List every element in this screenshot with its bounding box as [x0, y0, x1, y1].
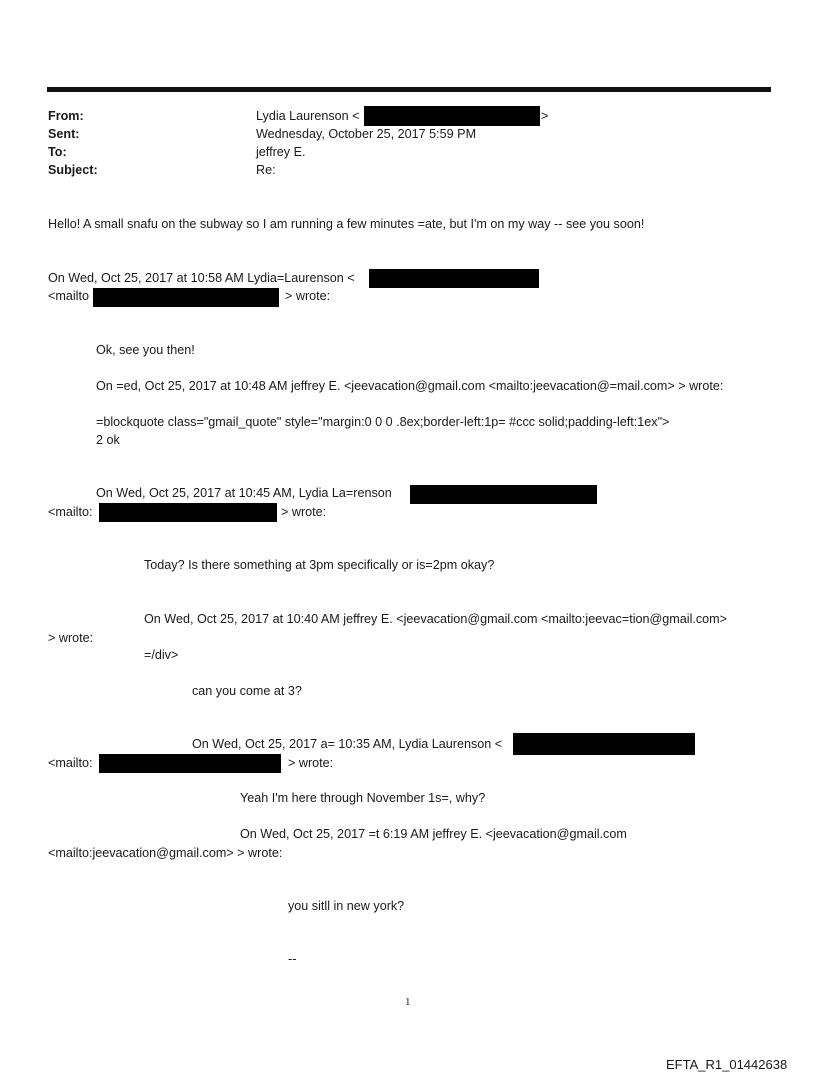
document-id: EFTA_R1_01442638: [666, 1057, 788, 1072]
quoted-message: can you come at 3?: [192, 684, 302, 698]
quoted-message: Today? Is there something at 3pm specifically or is=2pm okay?: [144, 558, 495, 572]
to-value: jeffrey E.: [256, 145, 306, 159]
mailto-prefix: <mailto: [48, 289, 89, 303]
from-label: From:: [48, 109, 84, 123]
redaction-box: [364, 106, 540, 126]
quoted-message: you sitll in new york?: [288, 899, 405, 913]
from-close: >: [541, 109, 549, 123]
redaction-box: [99, 754, 281, 773]
mailto-prefix: <mailto:: [48, 505, 93, 519]
sent-label: Sent:: [48, 127, 80, 141]
quote-attribution: On Wed, Oct 25, 2017 at 10:45 AM, Lydia La=renson: [96, 486, 392, 500]
html-artifact: =/div>: [144, 648, 179, 662]
redaction-box: [513, 733, 695, 755]
quote-attribution: On =ed, Oct 25, 2017 at 10:48 AM jeffrey E. <jeevacation@gmail.com <mailto:jeevacation@=mail.com> > wrote:: [96, 379, 724, 393]
quote-attribution: On Wed, Oct 25, 2017 at 10:40 AM jeffrey E. <jeevacation@gmail.com <mailto:jeevac=tion@gmail.com>: [144, 612, 728, 626]
sent-value: Wednesday, October 25, 2017 5:59 PM: [256, 127, 477, 141]
signature-separator: --: [288, 952, 297, 966]
subject-value: Re:: [256, 163, 276, 177]
page-number: 1: [405, 996, 411, 1008]
message-text: Hello! A small snafu on the subway so I am running a few minutes =ate, but I'm on my way -- see you soon!: [48, 217, 645, 231]
quoted-message: Yeah I'm here through November 1s=, why?: [240, 791, 486, 805]
wrote-text: > wrote:: [288, 756, 334, 770]
redaction-box: [369, 269, 539, 288]
to-label: To:: [48, 145, 67, 159]
quote-attribution: On Wed, Oct 25, 2017 at 10:58 AM Lydia=Laurenson <: [48, 271, 355, 285]
mailto-prefix: <mailto:: [48, 756, 93, 770]
wrote-text: > wrote:: [281, 505, 327, 519]
wrote-text: > wrote:: [285, 289, 331, 303]
quoted-message: Ok, see you then!: [96, 343, 195, 357]
wrote-text: > wrote:: [48, 631, 94, 645]
quoted-message: 2 ok: [96, 433, 120, 447]
html-artifact: =blockquote class="gmail_quote" style="margin:0 0 0 .8ex;border-left:1p= #ccc solid;padding-left:1ex">: [96, 415, 670, 429]
quote-attribution: On Wed, Oct 25, 2017 =t 6:19 AM jeffrey E. <jeevacation@gmail.com: [240, 827, 627, 841]
redaction-box: [93, 288, 279, 307]
header-rule: [47, 87, 771, 92]
redaction-box: [99, 503, 277, 522]
from-value: Lydia Laurenson <: [256, 109, 360, 123]
mailto-line: <mailto:jeevacation@gmail.com> > wrote:: [48, 846, 283, 860]
redaction-box: [410, 485, 597, 504]
subject-label: Subject:: [48, 163, 98, 177]
quote-attribution: On Wed, Oct 25, 2017 a= 10:35 AM, Lydia Laurenson <: [192, 737, 503, 751]
